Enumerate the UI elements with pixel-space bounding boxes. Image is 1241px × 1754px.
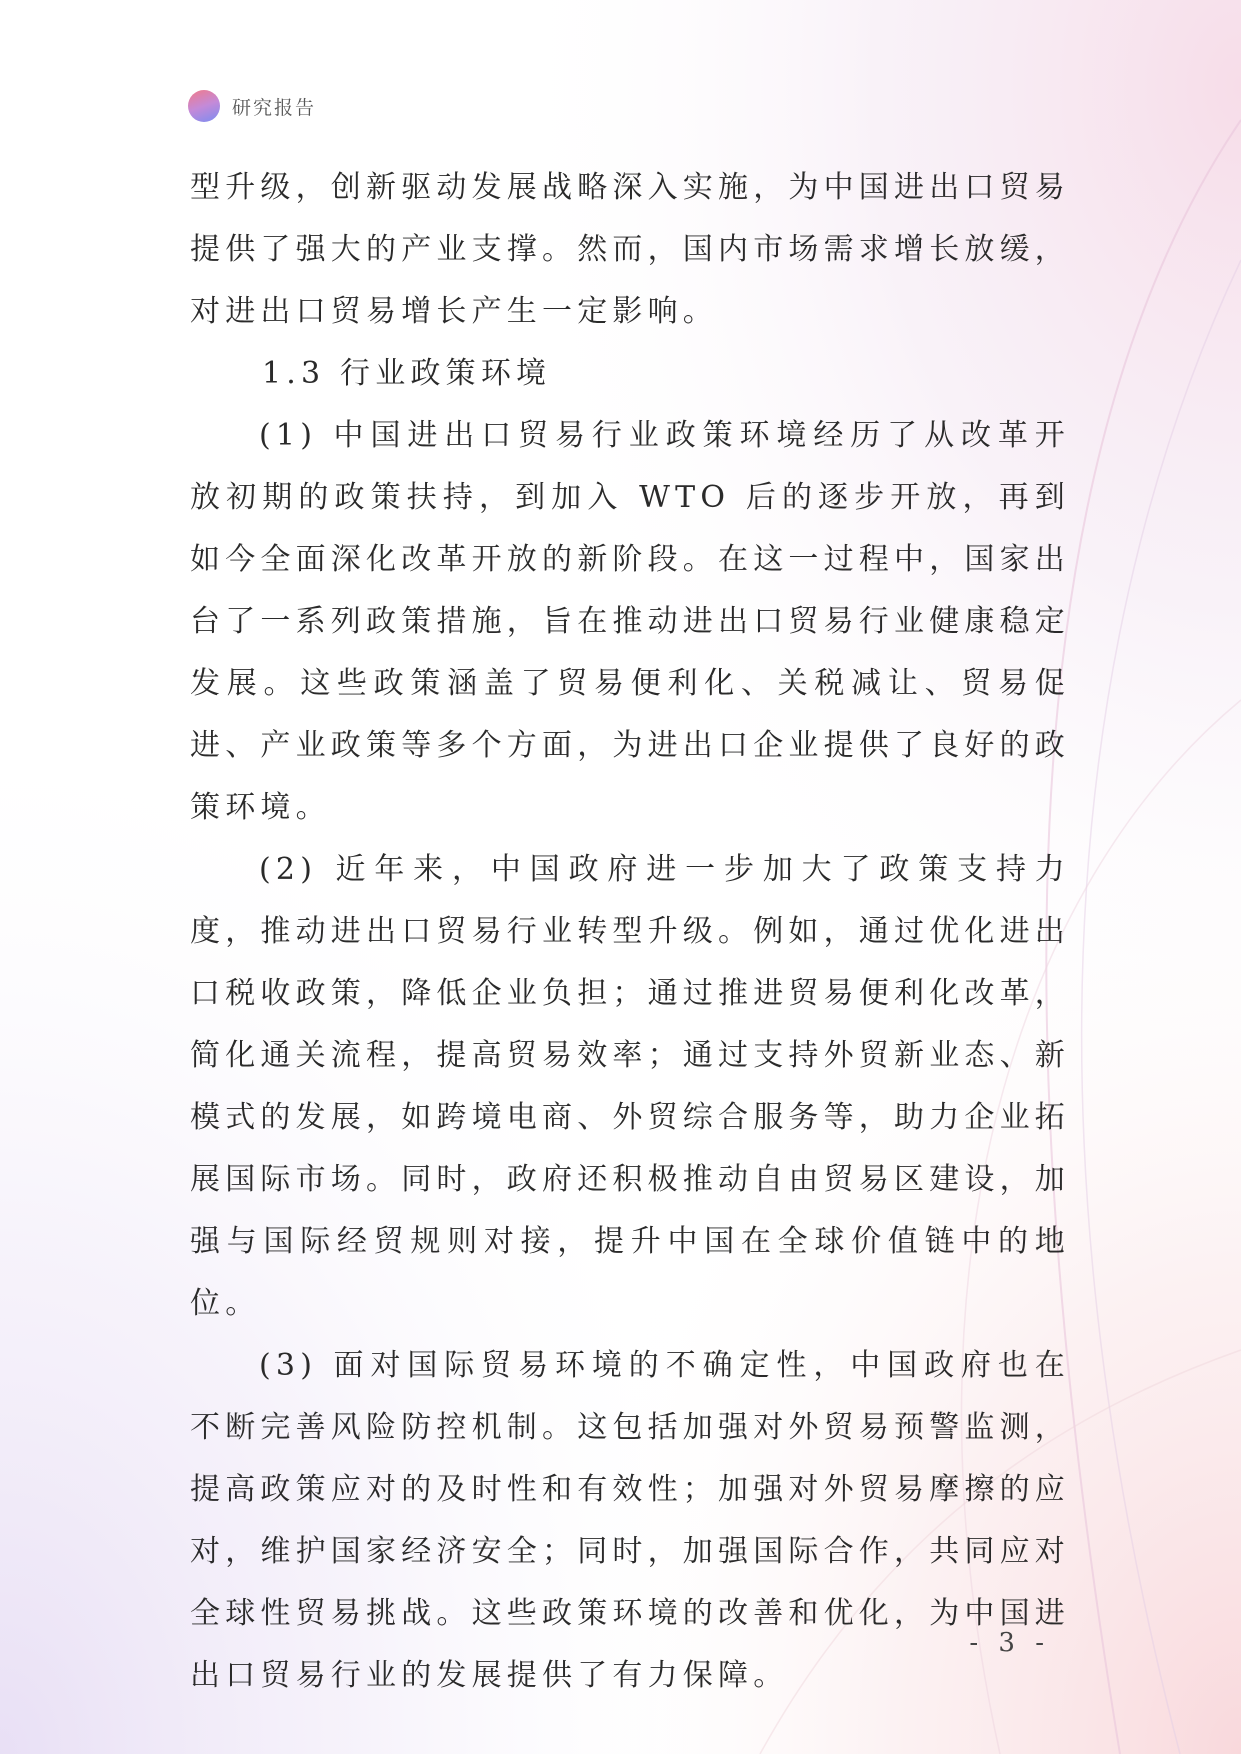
intro-paragraph: 型升级，创新驱动发展战略深入实施，为中国进出口贸易提供了强大的产业支撑。然而，国内市场需求增长放缓，对进出口贸易增长产生一定影响。 [190, 170, 1070, 329]
page-header [188, 89, 316, 123]
page-number: - 3 - [969, 1628, 1050, 1658]
logo-circle-icon [188, 90, 220, 122]
header-title: 研究报告 [232, 96, 317, 119]
document-body [190, 157, 1070, 1707]
paragraph-1: (1) 中国进出口贸易行业政策环境经历了从改革开放初期的政策扶持，到加入 WTO 后的逐步开放，再到如今全面深化改革开放的新阶段。在这一过程中，国家出台了一系列政策措施，旨在推动进出口贸易行业健康稳定发展。这些政策涵盖了贸易便利化、关税减让、贸易促进、产业政策等多个方面，为进出口企业提供了良好的政策环境。 [190, 418, 1070, 825]
paragraph-2: (2) 近年来，中国政府进一步加大了政策支持力度，推动进出口贸易行业转型升级。例如，通过优化进出口税收政策，降低企业负担；通过推进贸易便利化改革，简化通关流程，提高贸易效率；通过支持外贸新业态、新模式的发展，如跨境电商、外贸综合服务等，助力企业拓展国际市场。同时，政府还积极推动自由贸易区建设，加强与国际经贸规则对接，提升中国在全球价值链中的地位。 [190, 852, 1070, 1321]
paragraph-3: (3) 面对国际贸易环境的不确定性，中国政府也在不断完善风险防控机制。这包括加强对外贸易预警监测，提高政策应对的及时性和有效性；加强对外贸易摩擦的应对，维护国家经济安全；同时，加强国际合作，共同应对全球性贸易挑战。这些政策环境的改善和优化，为中国进出口贸易行业的发展提供了有力保障。 [190, 1348, 1070, 1693]
section-heading: 1.3 行业政策环境 [262, 356, 552, 391]
